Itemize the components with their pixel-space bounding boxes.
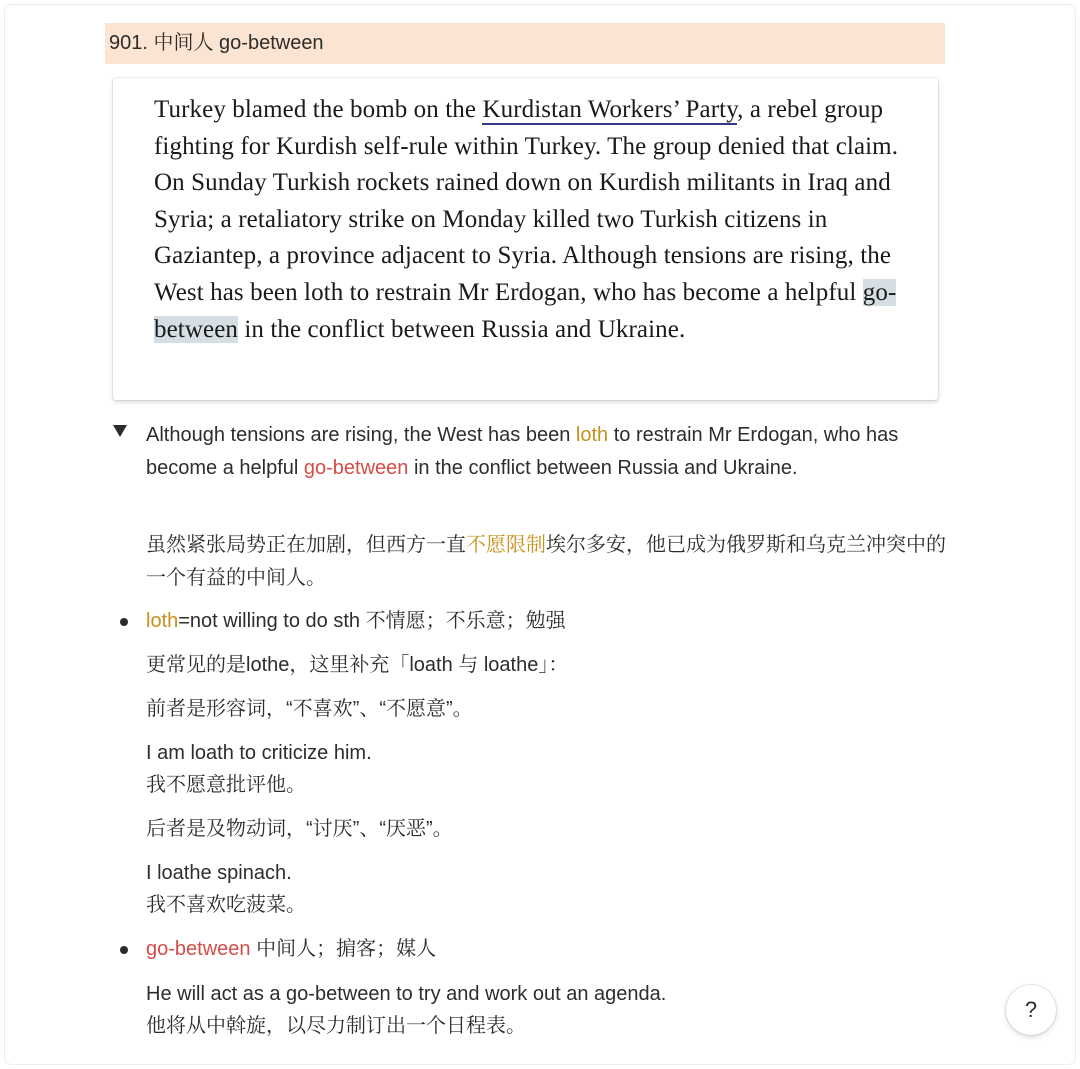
loth-note-2: 前者是形容词，“不喜欢”、“不愿意”。 [146, 698, 473, 720]
toggle-en-text-2: to restrain Mr Erdogan, who has become a helpful [146, 424, 899, 479]
toggle-zh-highlight: 不愿限制 [466, 534, 546, 556]
page-heading: 901. 中间人 go-between [105, 23, 945, 64]
bullet-dot-icon [120, 618, 128, 626]
toggle-en-go-between: go-between [303, 456, 409, 479]
toggle-en-text-1: Although tensions are rising, the West has been [146, 424, 576, 446]
quote-highlight-go-between: go-between [154, 278, 897, 343]
quote-text-start: Turkey blamed the bomb on the [154, 96, 483, 123]
loth-definition [146, 605, 566, 638]
toggle-sentence-en [146, 419, 936, 484]
toggle-en-loth: loth [575, 424, 609, 446]
loth-note-3: 后者是及物动词，“讨厌”、“厌恶”。 [146, 818, 453, 840]
loth-example-1-en: I am loath to criticize him. [146, 742, 372, 764]
triangle-down-icon[interactable] [113, 425, 127, 437]
quote-text-middle: , a rebel group fighting for Kurdish self-rule within Turkey. The group denied that claim. On Sunday Turkish rockets rained down on Kurdish militants in Iraq and Syria; a retaliatory strike on Monday killed two Turkish citizens in Gaziantep, a province adjacent to Syria. Although tensions are rising, the West has been loth to restrain Mr Erdogan, who has become a helpful [154, 96, 899, 306]
quote-text-end: in the conflict between Russia and Ukraine. [238, 315, 686, 343]
loth-note-1: 更常见的是lothe，这里补充「loath 与 loathe」： [146, 654, 569, 676]
go-between-definition [146, 933, 436, 966]
go-between-term: go-between [146, 938, 251, 960]
go-between-example-zh: 他将从中斡旋，以尽力制订出一个日程表。 [146, 1015, 526, 1037]
loth-term: loth [146, 610, 179, 632]
loth-example-2-en: I loathe spinach. [146, 862, 292, 884]
loth-definition-text: =not willing to do sth 不情愿；不乐意；勉强 [178, 610, 566, 632]
help-button[interactable]: ? [1006, 985, 1056, 1035]
toggle-translation-zh [146, 529, 946, 594]
go-between-example-en: He will act as a go-between to try and work out an agenda. [146, 983, 667, 1005]
loth-example-1-zh: 我不愿意批评他。 [146, 774, 306, 796]
quote-text [154, 92, 918, 348]
bullet-dot-icon [120, 946, 128, 954]
toggle-zh-text-1: 虽然紧张局势正在加剧，但西方一直 [146, 534, 466, 556]
kurdistan-workers-party-link[interactable]: Kurdistan Workers’ Party [482, 96, 738, 123]
quote-block [113, 78, 938, 400]
go-between-definition-text: 中间人；掮客；媒人 [250, 938, 437, 960]
loth-example-2-zh: 我不喜欢吃菠菜。 [146, 894, 306, 916]
toggle-zh-text-2: 埃尔多安，他已成为俄罗斯和乌克兰冲突中的一个有益的中间人。 [146, 534, 946, 589]
toggle-en-text-3: in the conflict between Russia and Ukraine. [408, 456, 798, 479]
